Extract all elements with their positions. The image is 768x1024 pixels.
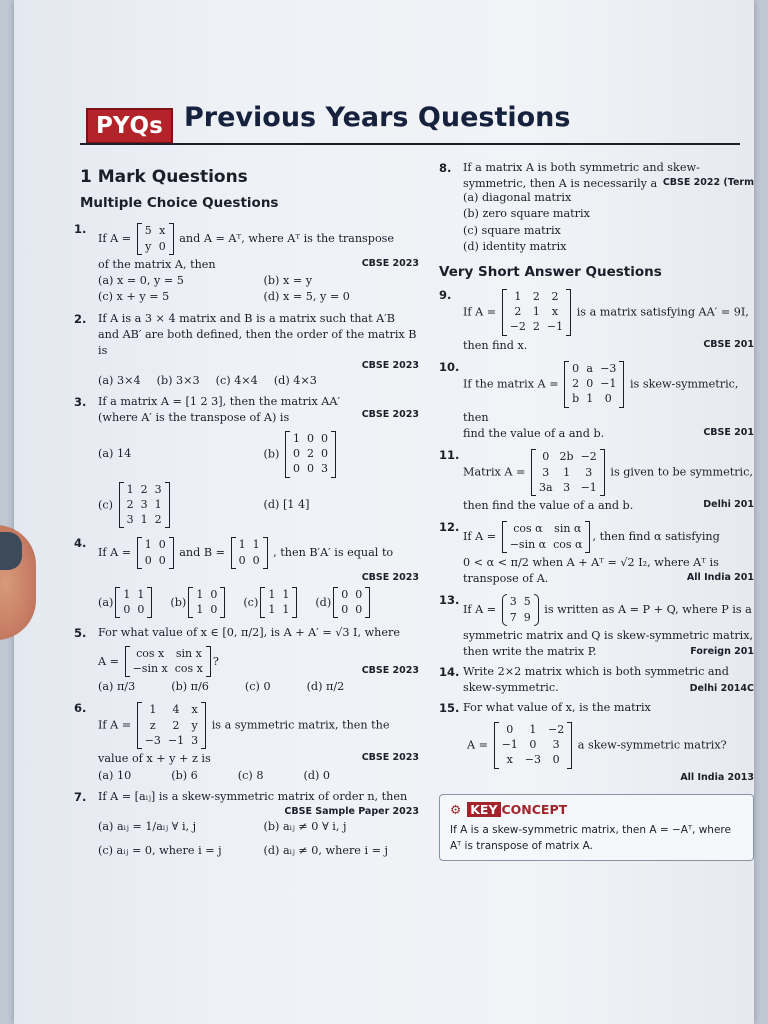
question-14 — [439, 664, 754, 695]
question-text: a skew-symmetric matrix? — [577, 738, 727, 752]
matrix-cell: 0 — [252, 553, 260, 567]
question-4 — [74, 535, 419, 620]
concept-title — [450, 801, 745, 819]
options — [463, 190, 754, 255]
question-6 — [74, 700, 419, 783]
matrix — [333, 587, 370, 619]
matrix-cell: 1 — [529, 722, 537, 736]
matrix-cell: 0 — [210, 587, 218, 601]
matrix-cell: 0 — [320, 431, 328, 445]
matrix-cell: 3 — [191, 734, 199, 748]
question-text: If a matrix A = [1 2 3], then the matrix AA′ (where A′ is the transpose of A) is — [98, 395, 341, 425]
matrix-cell: −1 — [501, 738, 518, 751]
matrix-body — [507, 594, 534, 626]
option-b — [264, 429, 420, 480]
question-mark: ? — [212, 654, 219, 668]
matrix-right-bracket — [600, 449, 605, 496]
matrix-cell: 3 — [563, 480, 571, 494]
matrix-cell: 2 — [306, 446, 314, 460]
question-text: , then B′A′ is equal to — [273, 546, 394, 560]
source-label: CBSE 2023 — [361, 572, 419, 584]
option-c: (c) square matrix — [463, 223, 561, 237]
question-text: If A is a 3 × 4 matrix and B is a matrix such that A′B and AB′ are both defined, then the order of the matrix B is — [98, 311, 417, 357]
matrix-body — [290, 431, 331, 478]
matrix-cell: x — [191, 703, 198, 717]
question-number: 9. — [439, 287, 452, 302]
option-b — [170, 585, 227, 621]
matrix-cell: 1 — [123, 587, 131, 601]
source-label: Delhi 2014C — [689, 682, 754, 694]
matrix-cell: 0 — [552, 753, 560, 767]
question-text: then find the value of a and b. — [463, 499, 634, 513]
matrix — [260, 587, 297, 619]
matrix-cell: x — [551, 305, 559, 319]
option-c: (c) aᵢⱼ = 0, where i = j — [98, 844, 222, 858]
source-label: CBSE 2022 (Term — [662, 177, 754, 189]
matrix-label: A = — [98, 654, 120, 668]
question-number: 15. — [439, 701, 460, 716]
matrix-cell: 1 — [137, 587, 145, 601]
question-text: and A = Aᵀ, where Aᵀ is the transpose — [179, 232, 395, 245]
matrix-cell: 0 — [586, 377, 594, 391]
question-text: , is A + A′ = √3 I, where — [263, 626, 400, 640]
option-b: (b) aᵢⱼ ≠ 0 ∀ i, j — [263, 819, 347, 833]
matrix-cell: 2 — [532, 320, 540, 334]
matrix — [137, 702, 206, 749]
matrix — [531, 449, 605, 496]
matrix-cell: 2 — [551, 289, 559, 303]
question-number: 13. — [439, 593, 460, 608]
matrix-cell: 4 — [172, 703, 180, 717]
option-c: (c) x + y = 5 — [98, 290, 170, 304]
matrix-cell: 5 — [523, 595, 531, 609]
matrix-body — [142, 702, 201, 749]
question-text: of the matrix A, then — [98, 257, 216, 271]
option-b: (b) 3×3 — [156, 373, 200, 387]
options — [98, 768, 419, 784]
matrix-cell: cos α — [513, 522, 543, 536]
option-a — [98, 585, 154, 621]
option-d: (d) identity matrix — [463, 239, 567, 253]
question-text: value of x + y + z is — [98, 752, 211, 766]
matrix-cell: y — [191, 718, 198, 732]
matrix-right-bracket — [169, 537, 174, 569]
matrix-cell: a — [586, 361, 593, 375]
question-3 — [74, 394, 419, 530]
matrix-cell: x — [506, 753, 513, 767]
question-5 — [74, 625, 419, 695]
source-label: CBSE 2023 — [361, 752, 419, 764]
source-label: CBSE 201 — [703, 338, 754, 350]
matrix-cell: 7 — [509, 610, 517, 624]
option-a: (a) 10 — [98, 768, 132, 782]
matrix-cell: 1 — [154, 497, 162, 511]
matrix-right-bracket — [534, 594, 539, 626]
matrix-cell: y — [145, 239, 152, 253]
matrix-cell: 2 — [532, 289, 540, 303]
concept-text: If A is a skew-symmetric matrix, then A = −Aᵀ, where Aᵀ is transpose of matrix A. — [450, 824, 731, 852]
question-text: If A = — [463, 530, 497, 544]
option-label: (a) — [98, 595, 114, 609]
question-text: transpose of A. — [463, 572, 549, 586]
concept-key-label: KEY — [467, 802, 500, 817]
matrix-cell: 1 — [268, 603, 276, 617]
matrix — [137, 223, 174, 255]
option-c — [243, 585, 299, 621]
question-text: If A = — [463, 305, 497, 319]
matrix-cell: 0 — [158, 239, 166, 253]
matrix-cell: −3 — [600, 361, 617, 375]
question-text: is given to be symmetric, — [610, 465, 753, 479]
option-b: (b) zero square matrix — [463, 207, 590, 221]
right-column — [439, 160, 754, 861]
source-label: CBSE 2023 — [361, 409, 419, 421]
question-12 — [439, 519, 754, 587]
question-13 — [439, 592, 754, 659]
question-number: 10. — [439, 359, 460, 374]
question-9 — [439, 287, 754, 354]
matrix-cell: 1 — [149, 703, 157, 717]
matrix-body — [569, 361, 619, 408]
matrix — [119, 482, 170, 529]
matrix-cell: 3a — [538, 480, 553, 494]
matrix-cell: −sin x — [132, 661, 168, 675]
option-b: (b) 6 — [171, 768, 198, 782]
options — [98, 679, 419, 695]
question-2 — [74, 311, 419, 390]
matrix-body — [338, 587, 365, 619]
matrix-cell: 1 — [282, 603, 290, 617]
matrix-cell: 0 — [144, 553, 152, 567]
matrix-cell: 0 — [292, 462, 300, 476]
matrix-cell: 0 — [529, 738, 537, 751]
source-label: CBSE 2023 — [361, 257, 419, 269]
matrix-cell: 1 — [196, 587, 204, 601]
matrix-cell: −1 — [546, 320, 564, 334]
matrix-body — [142, 537, 169, 569]
matrix-cell: 3 — [542, 465, 550, 479]
options — [98, 273, 419, 305]
matrix-cell: 2 — [514, 305, 522, 319]
matrix-cell: 0 — [572, 361, 580, 375]
matrix-right-bracket — [169, 223, 174, 255]
question-number: 11. — [439, 448, 460, 463]
question-number: 4. — [74, 536, 87, 551]
question-text: , then find α satisfying — [592, 530, 720, 544]
matrix — [115, 587, 152, 619]
matrix-cell: −3 — [144, 734, 161, 748]
option-a: (a) π/3 — [98, 680, 136, 694]
interval: [0, π/2] — [222, 626, 264, 640]
matrix-cell: 0 — [210, 603, 218, 617]
question-8 — [439, 160, 754, 255]
matrix-cell: −3 — [524, 753, 542, 767]
section-title: 1 Mark Questions — [80, 167, 248, 187]
thumbnail-photo-artifact — [0, 532, 22, 570]
matrix-cell: 1 — [140, 513, 148, 527]
matrix-cell: 0 — [137, 603, 145, 617]
matrix-body — [142, 223, 169, 255]
option-label: (b) — [263, 447, 280, 461]
section-title: Very Short Answer Questions — [439, 264, 662, 281]
matrix-cell: 9 — [523, 610, 531, 624]
matrix-cell: 2 — [572, 377, 580, 391]
option-d: (d) x = 5, y = 0 — [263, 290, 350, 304]
matrix-cell: 1 — [268, 587, 276, 601]
question-text: 0 < α < π/2 when A + Aᵀ = √2 I₂, where Aᵀ is — [463, 555, 719, 569]
matrix-cell: 5 — [144, 224, 152, 238]
left-column — [74, 165, 419, 864]
question-number: 14. — [439, 665, 460, 680]
question-number: 1. — [74, 222, 87, 237]
concept-heading: CONCEPT — [501, 802, 568, 818]
option-b: (b) x = y — [263, 274, 313, 288]
source-label: CBSE 2023 — [361, 360, 419, 372]
matrix-cell: −2 — [580, 450, 597, 464]
matrix-cell: 0 — [506, 722, 514, 736]
source-label: CBSE 2023 — [361, 664, 419, 676]
matrix-cell: 0 — [355, 603, 363, 617]
option-d: (d) 0 — [303, 768, 331, 782]
gear-icon: ⚙ — [450, 802, 462, 818]
matrix-cell: 3 — [552, 738, 560, 751]
question-number: 3. — [74, 395, 87, 410]
matrix-cell: −1 — [580, 480, 597, 494]
matrix-cell: 2 — [172, 718, 180, 732]
question-number: 7. — [74, 789, 87, 804]
option-c: (c) 8 — [237, 768, 264, 782]
matrix-right-bracket — [201, 702, 206, 749]
matrix-cell: −2 — [548, 722, 565, 736]
question-number: 6. — [74, 701, 87, 716]
matrix-cell: 1 — [532, 305, 540, 319]
question-text: For what value of x, is the matrix — [463, 701, 651, 715]
matrix-cell: 1 — [126, 482, 134, 496]
options — [98, 429, 419, 531]
matrix-label: A = — [467, 738, 489, 752]
matrix-cell: −1 — [600, 377, 617, 391]
matrix-cell: 2b — [559, 450, 574, 464]
matrix-cell: 2 — [140, 482, 148, 496]
matrix-right-bracket — [365, 587, 370, 619]
options — [98, 585, 419, 621]
question-text: If A = — [98, 718, 132, 732]
matrix-cell: 0 — [604, 392, 612, 406]
matrix-cell: 1 — [514, 289, 522, 303]
option-d: (d) aᵢⱼ ≠ 0, where i = j — [263, 844, 388, 858]
matrix — [494, 722, 573, 769]
textbook-page — [14, 0, 754, 1024]
matrix-cell: 0 — [341, 603, 349, 617]
matrix-cell: z — [149, 718, 156, 732]
matrix-body — [193, 587, 220, 619]
question-text: is a matrix satisfying AA′ = 9I, — [576, 305, 749, 319]
options — [98, 819, 419, 859]
matrix-cell: −2 — [509, 320, 526, 334]
question-text: is skew-symmetric, then — [463, 377, 739, 424]
matrix-body — [499, 722, 568, 769]
source-label: All India 2013 — [680, 771, 754, 783]
option-label: (c) — [243, 595, 259, 609]
option-b: (b) π/6 — [171, 680, 209, 694]
question-text: If the matrix A = — [463, 377, 559, 391]
matrix-right-bracket — [165, 482, 170, 529]
matrix-cell: 0 — [158, 553, 166, 567]
matrix-body — [124, 482, 165, 529]
matrix — [137, 537, 174, 569]
matrix-cell: cos x — [174, 661, 203, 675]
matrix-cell: 0 — [355, 587, 363, 601]
option-label: (b) — [170, 595, 187, 609]
question-1 — [74, 221, 419, 305]
matrix-cell: 3 — [140, 497, 148, 511]
question-text: If a matrix A is both symmetric and skew- symmetric, then A is necessarily a — [463, 161, 700, 191]
matrix-right-bracket — [263, 537, 268, 569]
subsection-title: Multiple Choice Questions — [80, 194, 279, 211]
question-text: Write 2×2 matrix which is both symmetric and skew-symmetric. — [463, 665, 729, 695]
option-d: (d) [1 4] — [263, 497, 310, 511]
question-text: If A = — [98, 232, 132, 245]
option-a: (a) diagonal matrix — [463, 191, 572, 205]
matrix-body — [536, 449, 600, 496]
matrix-cell: 3 — [320, 462, 328, 476]
matrix-cell: 1 — [282, 587, 290, 601]
matrix-cell: 1 — [252, 538, 260, 552]
option-a: (a) 14 — [98, 447, 132, 460]
matrix-cell: 0 — [158, 538, 166, 552]
matrix-right-bracket — [147, 587, 152, 619]
source-label: CBSE 201 — [703, 426, 754, 438]
option-d: (d) 4×3 — [273, 373, 317, 387]
matrix-cell: 3 — [509, 595, 517, 609]
matrix-right-bracket — [585, 521, 590, 553]
matrix-body — [507, 289, 566, 336]
question-text: is written as A = P + Q, where P is a — [544, 603, 752, 617]
matrix-body — [265, 587, 292, 619]
matrix-cell: sin x — [175, 646, 202, 660]
page-title: Previous Years Questions — [184, 102, 571, 133]
source-label: All India 201 — [686, 572, 754, 584]
options — [98, 373, 419, 389]
matrix-cell: 1 — [586, 392, 594, 406]
matrix-cell: cos α — [553, 537, 583, 551]
matrix-cell: 1 — [292, 431, 300, 445]
matrix — [502, 289, 571, 336]
pyq-tag: PYQs — [86, 108, 173, 144]
question-text: If A = — [98, 546, 132, 560]
matrix — [502, 594, 539, 626]
matrix-cell: 0 — [320, 446, 328, 460]
source-label: Delhi 201 — [703, 499, 754, 511]
matrix-body — [507, 521, 586, 553]
option-label: (c) — [98, 498, 113, 512]
header-divider — [80, 143, 740, 145]
matrix-cell: 1 — [196, 603, 204, 617]
matrix-right-bracket — [206, 646, 211, 678]
matrix-cell: 3 — [585, 465, 593, 479]
matrix-cell: 0 — [238, 553, 246, 567]
question-number: 8. — [439, 161, 452, 175]
matrix-cell: 1 — [144, 538, 152, 552]
matrix-cell: 3 — [154, 482, 162, 496]
question-11 — [439, 447, 754, 514]
matrix-cell: x — [159, 224, 166, 238]
matrix-cell: b — [572, 392, 580, 406]
option-c: (c) 0 — [244, 680, 271, 694]
matrix-cell: 2 — [154, 513, 162, 527]
matrix-cell: 0 — [341, 587, 349, 601]
matrix-cell: −1 — [167, 734, 185, 748]
option-d: (d) π/2 — [306, 680, 345, 694]
option-a: (a) 3×4 — [98, 373, 141, 387]
question-text: find the value of a and b. — [463, 426, 605, 440]
matrix-cell: 1 — [563, 465, 571, 479]
matrix-right-bracket — [619, 361, 624, 408]
question-text: If A = — [463, 603, 497, 617]
matrix-body — [236, 537, 263, 569]
matrix — [285, 431, 336, 478]
question-text: symmetric matrix and Q is skew-symmetric matrix, then write the matrix P. — [463, 629, 754, 659]
source-label: Foreign 201 — [690, 646, 754, 658]
question-text: If A = [aᵢⱼ] is a skew-symmetric matrix of order n, then — [98, 789, 408, 803]
matrix-cell: 0 — [542, 450, 550, 464]
matrix-body — [120, 587, 147, 619]
question-text: Matrix A = — [463, 465, 526, 479]
matrix-right-bracket — [567, 722, 572, 769]
question-number: 12. — [439, 520, 460, 535]
matrix — [188, 587, 225, 619]
matrix-cell: 0 — [292, 446, 300, 460]
matrix — [502, 521, 591, 553]
matrix-cell: sin α — [554, 522, 582, 536]
key-concept-box — [439, 794, 754, 861]
option-c: (c) 4×4 — [215, 373, 258, 387]
question-15 — [439, 700, 754, 784]
question-number: 5. — [74, 626, 87, 641]
question-10 — [439, 359, 754, 442]
question-7 — [74, 789, 419, 859]
option-d — [315, 585, 372, 621]
source-label: CBSE Sample Paper 2023 — [284, 806, 419, 818]
matrix-cell: 0 — [306, 431, 314, 445]
matrix-cell: 0 — [123, 603, 131, 617]
matrix-cell: 2 — [126, 497, 134, 511]
matrix-cell: 1 — [238, 538, 246, 552]
question-text: and B = — [179, 546, 226, 560]
option-a: (a) x = 0, y = 5 — [98, 274, 184, 288]
matrix-right-bracket — [292, 587, 297, 619]
matrix — [231, 537, 268, 569]
matrix-right-bracket — [220, 587, 225, 619]
matrix-cell: −sin α — [509, 537, 547, 551]
matrix-right-bracket — [331, 431, 336, 478]
question-text: is a symmetric matrix, then the — [211, 718, 390, 732]
matrix — [125, 646, 211, 678]
matrix-cell: 0 — [306, 462, 314, 476]
option-label: (d) — [315, 595, 332, 609]
matrix-cell: cos x — [136, 646, 165, 660]
option-a: (a) aᵢⱼ = 1/aᵢⱼ ∀ i, j — [98, 819, 197, 833]
question-number: 2. — [74, 311, 87, 326]
matrix-right-bracket — [566, 289, 571, 336]
matrix — [564, 361, 624, 408]
matrix-cell: 3 — [126, 513, 134, 527]
question-text: For what value of x ∈ — [98, 626, 219, 640]
matrix-body — [130, 646, 206, 678]
question-text: then find x. — [463, 338, 528, 352]
option-c — [98, 480, 254, 531]
